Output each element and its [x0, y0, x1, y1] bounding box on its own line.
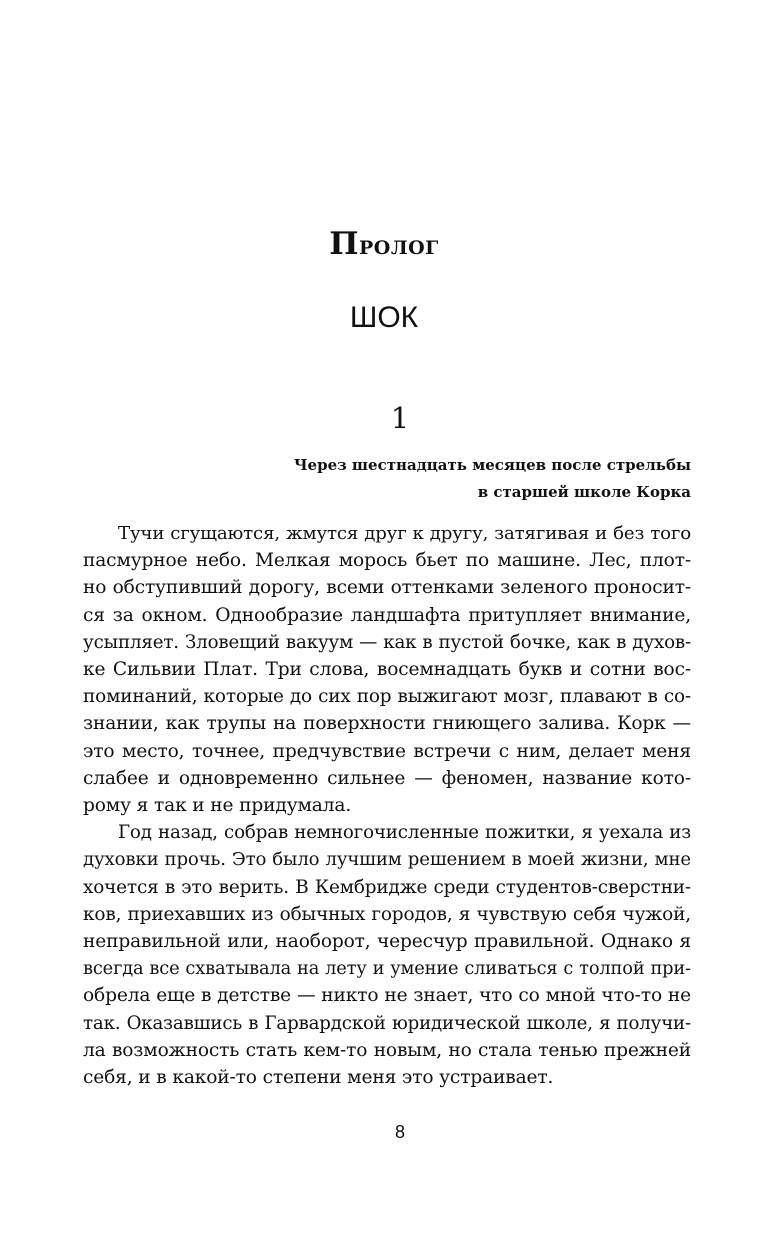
text-line: хочется в это верить. В Кембридже среди студентов-сверстни-: [83, 876, 691, 898]
paragraph: [83, 819, 691, 1091]
section-title: ШОК: [349, 301, 419, 334]
epigraph: [71, 452, 691, 506]
text-line: неправильной или, наоборот, чересчур правильной. Однако я: [83, 931, 691, 953]
text-line: но обступивший дорогу, всеми оттенками зеленого проносит-: [83, 577, 691, 599]
text-line: ке Сильвии Плат. Три слова, восемнадцать букв и сотни вос-: [83, 659, 691, 681]
epigraph-line: Через шестнадцать месяцев после стрельбы: [293, 456, 691, 474]
paragraph: [83, 520, 691, 819]
text-line: так. Оказавшись в Гарвардской юридической школе, я получи-: [83, 1012, 691, 1034]
text-line: ся за окном. Однообразие ландшафта притупляет внимание,: [83, 604, 691, 626]
part-title: [0, 224, 768, 266]
text-line: это место, точнее, предчувствие встречи с ним, делает меня: [83, 740, 691, 762]
text-line: Тучи сгущаются, жмутся друг к другу, затягивая и без того: [118, 523, 691, 544]
text-line: рому я так и не придумала.: [83, 795, 352, 817]
text-line: Год назад, собрав немногочисленные пожитки, я уехала из: [118, 822, 691, 844]
page-number: 8: [394, 1122, 405, 1142]
text-line: духовки прочь. Это было лучшим решением в моей жизни, мне: [83, 849, 691, 871]
text-line: поминаний, которые до сих пор выжигают мозг, плавают в со-: [83, 686, 691, 708]
text-line: слабее и одновременно сильнее — феномен, название кото-: [83, 767, 691, 789]
text-line: себя, и в какой-то степени меня это устраивает.: [83, 1067, 554, 1089]
text-line: знании, как трупы на поверхности гниющего залива. Корк —: [83, 713, 691, 735]
part-title-rest: ролог: [358, 230, 439, 261]
text-line: пасмурное небо. Мелкая морось бьет по машине. Лес, плот-: [83, 550, 691, 572]
body-text: [83, 520, 691, 1091]
text-line: ла возможность стать кем-то новым, но стала тенью прежней: [83, 1039, 691, 1061]
text-line: усыпляет. Зловещий вакуум — как в пустой бочке, как в духов-: [83, 631, 691, 653]
chapter-number: 1: [390, 401, 410, 435]
part-title-initial: П: [329, 226, 359, 262]
text-line: ков, приехавших из обычных городов, я чувствую себя чужой,: [83, 903, 691, 925]
epigraph-line: в старшей школе Корка: [477, 483, 691, 501]
text-line: всегда все схватывала на лету и умение сливаться с толпой при-: [83, 958, 691, 980]
text-line: обрела еще в детстве — никто не знает, что со мной что-то не: [83, 985, 691, 1007]
